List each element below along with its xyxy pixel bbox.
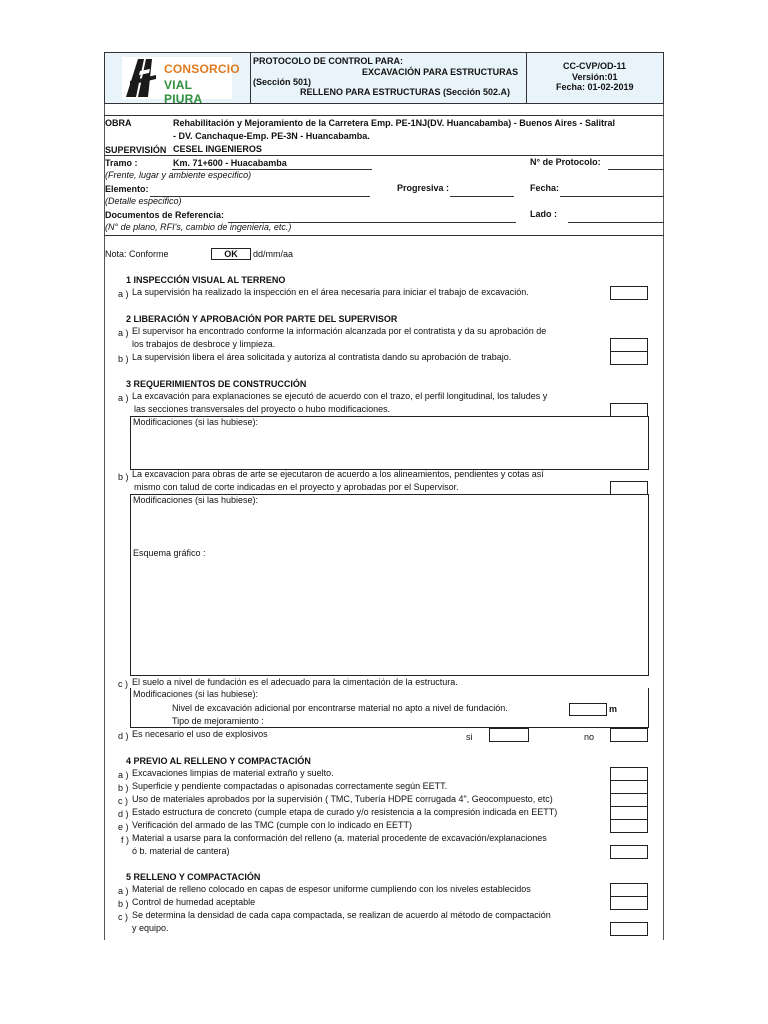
item-letter: a ) [118, 289, 129, 299]
s1-a-checkbox[interactable] [610, 286, 648, 300]
s4-c-checkbox[interactable] [610, 793, 648, 807]
tramo-hint: (Frente, lugar y ambiente especifico) [105, 170, 252, 180]
s4-f-text-cont: ó b. material de cantera) [132, 846, 230, 856]
s1-a-text: La supervisión ha realizado la inspección en el área necesaria para iniciar el trabajo de excavación. [132, 287, 529, 297]
s3-b-text-cont: mismo con talud de corte indicadas en el proyecto y aprobadas por el Supervisor. [134, 482, 459, 492]
supervision-label: SUPERVISIÓN [105, 145, 167, 155]
logo-text-line2: VIAL PIURA [164, 78, 203, 106]
document-date: Fecha: 01-02-2019 [556, 82, 634, 92]
info-rule [104, 155, 664, 156]
section-3-title: 3 REQUERIMIENTOS DE CONSTRUCCIÓN [126, 379, 307, 389]
date-format: dd/mm/aa [253, 249, 294, 259]
elemento-hint: (Detalle especifico) [105, 196, 182, 206]
s4-f-text: Material a usarse para la conformación del relleno (a. material procedente de excavación/explanaciones [132, 833, 547, 843]
lado-label: Lado : [530, 209, 557, 219]
fecha-field[interactable] [560, 196, 664, 197]
s5-b-checkbox[interactable] [610, 896, 648, 910]
tramo-value: Km. 71+600 - Huacabamba [173, 158, 287, 168]
road-logo-icon [122, 57, 162, 99]
s2-a-checkbox[interactable] [610, 338, 648, 352]
s2-a-text: El supervisor ha encontrado conforme la información alcanzada por el contratista y da su aprobación de [132, 326, 547, 336]
s5-c-text: Se determina la densidad de cada capa compactada, se realizan de acuerdo al método de compactación [132, 910, 551, 920]
esquema-label: Esquema gráfico : [133, 548, 206, 558]
s4-e-checkbox[interactable] [610, 819, 648, 833]
item-letter: d ) [118, 731, 129, 741]
progresiva-field[interactable] [450, 196, 514, 197]
s3-c-text: El suelo a nivel de fundación es el adecuado para la cimentación de la estructura. [132, 677, 458, 687]
unit-m: m [609, 704, 618, 714]
s4-e-text: Verificación del armado de las TMC (cumple con lo indicado en EETT) [132, 820, 412, 830]
excavation-title: EXCAVACIÓN PARA ESTRUCTURAS [362, 67, 519, 77]
ok-checkbox[interactable]: OK [211, 248, 251, 260]
s4-b-text: Superficie y pendiente compactadas o apisonadas correctamente según EETT. [132, 781, 448, 791]
header-divider-right [526, 52, 527, 104]
section-1-title: 1 INSPECCIÓN VISUAL AL TERRENO [126, 275, 286, 285]
item-letter: c ) [118, 796, 128, 806]
s4-a-text: Excavaciones limpias de material extraño y suelto. [132, 768, 334, 778]
section-4-title: 4 PREVIO AL RELLENO Y COMPACTACIÓN [126, 756, 311, 766]
tramo-label: Tramo : [105, 158, 138, 168]
s5-a-text: Material de relleno colocado en capas de espesor uniforme cumpliendo con los niveles establecidos [132, 884, 531, 894]
s2-a-text-cont: los trabajos de desbroce y limpieza. [132, 339, 276, 349]
item-letter: c ) [118, 912, 128, 922]
s3-c-modifications-label: Modificaciones (si las hubiese): [133, 689, 259, 699]
protocol-number-label: N° de Protocolo: [530, 157, 601, 167]
s3-a-modifications-label: Modificaciones (si las hubiese): [133, 417, 259, 427]
progresiva-label: Progresiva : [397, 183, 450, 193]
fecha-label: Fecha: [530, 183, 560, 193]
supervision-value: CESEL INGENIEROS [173, 144, 262, 154]
obra-value-line1: Rehabilitación y Mejoramiento de la Carretera Emp. PE-1NJ(DV. Huancabamba) - Buenos Aires - Salitral [173, 118, 615, 128]
info-bottom-rule [104, 235, 664, 236]
s5-a-checkbox[interactable] [610, 883, 648, 897]
s3-b-modifications-box[interactable] [130, 494, 649, 676]
item-letter: b ) [118, 899, 129, 909]
s4-a-checkbox[interactable] [610, 767, 648, 781]
no-label: no [584, 732, 595, 742]
s3-a-text: La excavación para explanaciones se ejecutó de acuerdo con el trazo, el perfil longitudinal, los taludes y [132, 391, 548, 401]
relleno-title: RELLENO PARA ESTRUCTURAS (Sección 502.A) [300, 87, 511, 97]
s5-c-checkbox[interactable] [610, 922, 648, 936]
obra-value-line2: - DV. Canchaque-Emp. PE-3N - Huancabamba. [173, 131, 370, 141]
header-divider-left [250, 52, 251, 104]
nota-label: Nota: Conforme [105, 249, 169, 259]
s2-b-text: La supervisión libera el área solicitada y autoriza al contratista dando su aprobación de trabajo. [132, 352, 512, 362]
tipo-mejoramiento-label: Tipo de mejoramiento : [172, 716, 264, 726]
docs-label: Documentos de Referencia: [105, 210, 225, 220]
item-letter: b ) [118, 472, 129, 482]
section-2-title: 2 LIBERACIÓN Y APROBACIÓN POR PARTE DEL SUPERVISOR [126, 314, 398, 324]
s4-b-checkbox[interactable] [610, 780, 648, 794]
s3-a-checkbox[interactable] [610, 403, 648, 417]
s3-a-text-cont: las secciones transversales del proyecto o hubo modificaciones. [134, 404, 391, 414]
elemento-label: Elemento: [105, 184, 149, 194]
obra-label: OBRA [105, 118, 132, 128]
item-letter: a ) [118, 770, 129, 780]
s4-c-text: Uso de materiales aprobados por la supervisión ( TMC, Tubería HDPE corrugada 4", Geocompuesto, etc) [132, 794, 553, 804]
s3-b-checkbox[interactable] [610, 481, 648, 495]
s2-b-checkbox[interactable] [610, 351, 648, 365]
item-letter: a ) [118, 328, 129, 338]
s4-d-checkbox[interactable] [610, 806, 648, 820]
item-letter: a ) [118, 886, 129, 896]
document-version: Versión:01 [572, 72, 618, 82]
logo-text-line1: CONSORCIO [164, 62, 240, 76]
nivel-text: Nivel de excavación adicional por encontrarse material no apto a nivel de fundación. [172, 703, 508, 713]
item-letter: f ) [121, 835, 129, 845]
info-top-rule [104, 115, 664, 116]
item-letter: b ) [118, 783, 129, 793]
protocol-title: PROTOCOLO DE CONTROL PARA: [253, 56, 404, 66]
document-code: CC-CVP/OD-11 [563, 61, 627, 71]
item-letter: c ) [118, 679, 128, 689]
s5-c-text-cont: y equipo. [132, 923, 169, 933]
si-label: si [466, 732, 473, 742]
item-letter: e ) [118, 822, 129, 832]
no-checkbox[interactable] [610, 728, 648, 742]
s4-f-checkbox[interactable] [610, 845, 648, 859]
docs-hint: (N° de plano, RFI's, cambio de ingenieria, etc.) [105, 222, 292, 232]
item-letter: a ) [118, 393, 129, 403]
protocol-number-field[interactable] [608, 169, 664, 170]
s3-d-text: Es necesario el uso de explosivos [132, 729, 268, 739]
s5-b-text: Control de humedad aceptable [132, 897, 256, 907]
item-letter: d ) [118, 809, 129, 819]
s4-d-text: Estado estructura de concreto (cumple etapa de curado y/o resistencia a la compresión indicada en EETT) [132, 807, 558, 817]
s3-b-modifications-label: Modificaciones (si las hubiese): [133, 495, 259, 505]
nivel-input[interactable] [569, 703, 607, 716]
item-letter: b ) [118, 354, 129, 364]
section-5-title: 5 RELLENO Y COMPACTACIÓN [126, 872, 261, 882]
si-checkbox[interactable] [489, 728, 529, 742]
lado-field[interactable] [568, 222, 664, 223]
elemento-field[interactable] [150, 196, 370, 197]
s3-b-text: La excavacion para obras de arte se ejecutaron de acuerdo a los alineamientos, pendientes y cotas así [132, 469, 544, 479]
section-501: (Sección 501) [253, 77, 312, 87]
company-logo [122, 57, 240, 106]
